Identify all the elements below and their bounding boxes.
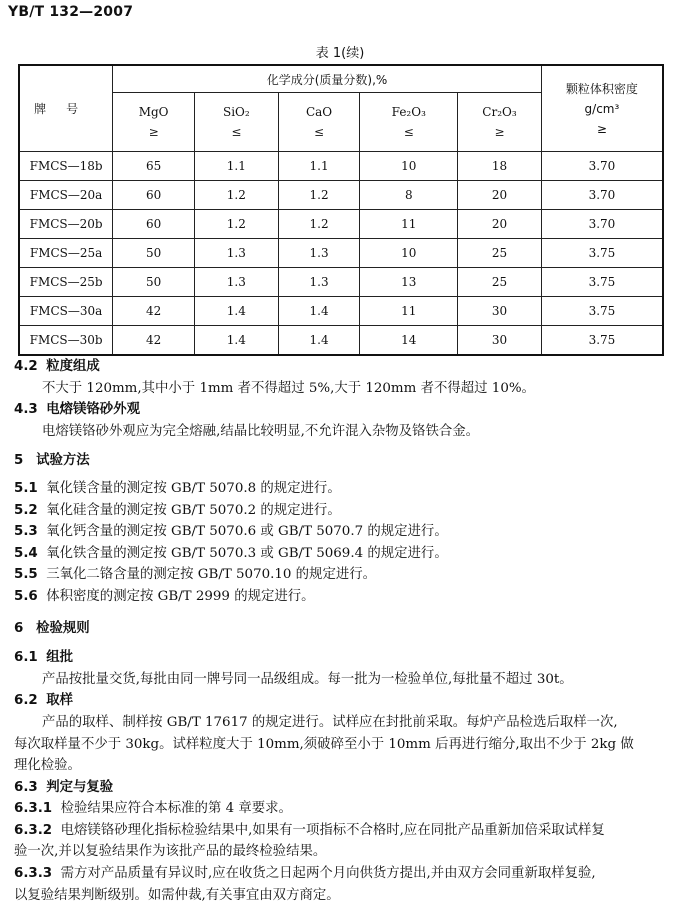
section-6-2-line-2: 每次取样量不少于 30kg。试样粒度大于 10mm,须破碎至小于 10mm 后再进行缩分,取出不少于 2kg 做 xyxy=(14,736,634,752)
section-6-2-line-3: 理化检验。 xyxy=(14,758,81,774)
table-caption: 表 1(续) xyxy=(315,46,365,61)
column-header-cao: CaO ≤ xyxy=(278,93,360,152)
section-5-6: 5.6 体积密度的测定按 GB/T 2999 的规定进行。 xyxy=(14,588,315,604)
section-5-4: 5.4 氧化铁含量的测定按 GB/T 5070.3 或 GB/T 5069.4 的规定进行。 xyxy=(14,545,448,561)
table-row xyxy=(19,181,663,210)
table-row xyxy=(19,297,663,326)
section-4-2-text: 不大于 120mm,其中小于 1mm 者不得超过 5%,大于 120mm 者不得超过 10%。 xyxy=(42,380,535,396)
value-cell: 3.75 xyxy=(541,239,663,268)
section-4-2-heading: 4.2 粒度组成 xyxy=(14,359,100,374)
section-6-heading: 6 检验规则 xyxy=(14,620,90,636)
section-6-3-2-line-2: 验一次,并以复验结果作为该批产品的最终检验结果。 xyxy=(14,844,327,860)
value-cell: 10 xyxy=(360,152,458,181)
value-cell: 50 xyxy=(113,268,195,297)
composition-table xyxy=(18,64,664,356)
section-5-5: 5.5 三氧化二铬含量的测定按 GB/T 5070.10 的规定进行。 xyxy=(14,567,377,583)
value-cell: 13 xyxy=(360,268,458,297)
section-5-1: 5.1 氧化镁含量的测定按 GB/T 5070.8 的规定进行。 xyxy=(14,480,341,496)
value-cell: 8 xyxy=(360,181,458,210)
value-cell: 3.70 xyxy=(541,152,663,181)
value-cell: 20 xyxy=(458,210,542,239)
section-5-heading: 5 试验方法 xyxy=(14,453,90,469)
column-header-mgo: MgO ≥ xyxy=(113,93,195,152)
column-header-sio2: SiO₂ ≤ xyxy=(194,93,278,152)
section-6-2-heading: 6.2 取样 xyxy=(14,693,74,709)
value-cell: 1.1 xyxy=(194,152,278,181)
value-cell: 1.3 xyxy=(278,268,360,297)
section-6-1-heading: 6.1 组批 xyxy=(14,650,74,666)
section-5-2: 5.2 氧化硅含量的测定按 GB/T 5070.2 的规定进行。 xyxy=(14,502,341,518)
value-cell: 11 xyxy=(360,210,458,239)
value-cell: 1.3 xyxy=(194,268,278,297)
value-cell: 50 xyxy=(113,239,195,268)
value-cell: 1.4 xyxy=(278,297,360,326)
density-header-title: 颗粒体积密度 xyxy=(565,81,638,96)
value-cell: 25 xyxy=(458,239,542,268)
body-text xyxy=(14,356,672,906)
section-6-3-3-line-2: 以复验结果判断级别。如需仲裁,有关事宜由双方商定。 xyxy=(14,887,340,903)
value-cell: 25 xyxy=(458,268,542,297)
table-row xyxy=(19,239,663,268)
value-cell: 1.2 xyxy=(278,210,360,239)
value-cell: 30 xyxy=(458,326,542,356)
value-cell: 3.75 xyxy=(541,268,663,297)
value-cell: 1.2 xyxy=(278,181,360,210)
table-row xyxy=(19,152,663,181)
value-cell: 3.70 xyxy=(541,210,663,239)
section-4-3-heading: 4.3 电熔镁铬砂外观 xyxy=(14,402,140,418)
value-cell: 1.4 xyxy=(278,326,360,356)
value-cell: 3.70 xyxy=(541,181,663,210)
brand-cell: FMCS—30a xyxy=(19,297,113,326)
table-row xyxy=(19,326,663,356)
value-cell: 10 xyxy=(360,239,458,268)
section-6-2-line-1: 产品的取样、制样按 GB/T 17617 的规定进行。试样应在封批前采取。每炉产品检选后取样一次, xyxy=(42,714,618,730)
column-header-fe2o3: Fe₂O₃ ≤ xyxy=(360,93,458,152)
value-cell: 1.2 xyxy=(194,210,278,239)
section-6-3-2-line-1: 6.3.2 电熔镁铬砂理化指标检验结果中,如果有一项指标不合格时,应在同批产品重新加倍采取试样复 xyxy=(14,822,605,838)
brand-cell: FMCS—20a xyxy=(19,181,113,210)
section-5-3: 5.3 氧化钙含量的测定按 GB/T 5070.6 或 GB/T 5070.7 的规定进行。 xyxy=(14,524,448,540)
composition-group-header: 化学成分(质量分数),% xyxy=(113,65,542,93)
brand-cell: FMCS—25b xyxy=(19,268,113,297)
value-cell: 1.3 xyxy=(278,239,360,268)
value-cell: 65 xyxy=(113,152,195,181)
density-header-limit: ≥ xyxy=(596,121,607,136)
value-cell: 30 xyxy=(458,297,542,326)
value-cell: 1.4 xyxy=(194,326,278,356)
section-6-3-1: 6.3.1 检验结果应符合本标准的第 4 章要求。 xyxy=(14,801,292,817)
value-cell: 60 xyxy=(113,210,195,239)
brand-cell: FMCS—18b xyxy=(19,152,113,181)
section-6-1-text: 产品按批量交货,每批由同一牌号同一品级组成。每一批为一检验单位,每批量不超过 30t。 xyxy=(42,671,573,687)
density-header xyxy=(541,65,663,152)
section-4-3-text: 电熔镁铬砂外观应为完全熔融,结晶比较明显,不允许混入杂物及铬铁合金。 xyxy=(42,423,480,439)
column-header-cr2o3: Cr₂O₃ ≥ xyxy=(458,93,542,152)
section-6-3-3-line-1: 6.3.3 需方对产品质量有异议时,应在收货之日起两个月向供货方提出,并由双方会同重新取样复验, xyxy=(14,866,596,882)
table-row xyxy=(19,268,663,297)
value-cell: 14 xyxy=(360,326,458,356)
value-cell: 3.75 xyxy=(541,326,663,356)
value-cell: 1.4 xyxy=(194,297,278,326)
value-cell: 18 xyxy=(458,152,542,181)
value-cell: 3.75 xyxy=(541,297,663,326)
value-cell: 42 xyxy=(113,297,195,326)
value-cell: 60 xyxy=(113,181,195,210)
brand-header: 牌号 xyxy=(19,65,113,152)
value-cell: 11 xyxy=(360,297,458,326)
density-header-unit: g/cm³ xyxy=(584,101,620,116)
value-cell: 1.1 xyxy=(278,152,360,181)
brand-cell: FMCS—25a xyxy=(19,239,113,268)
section-6-3-heading: 6.3 判定与复验 xyxy=(14,779,114,795)
value-cell: 42 xyxy=(113,326,195,356)
brand-cell: FMCS—20b xyxy=(19,210,113,239)
value-cell: 1.2 xyxy=(194,181,278,210)
document-header: YB/T 132—2007 xyxy=(8,4,134,20)
table-row xyxy=(19,210,663,239)
value-cell: 20 xyxy=(458,181,542,210)
value-cell: 1.3 xyxy=(194,239,278,268)
brand-cell: FMCS—30b xyxy=(19,326,113,356)
